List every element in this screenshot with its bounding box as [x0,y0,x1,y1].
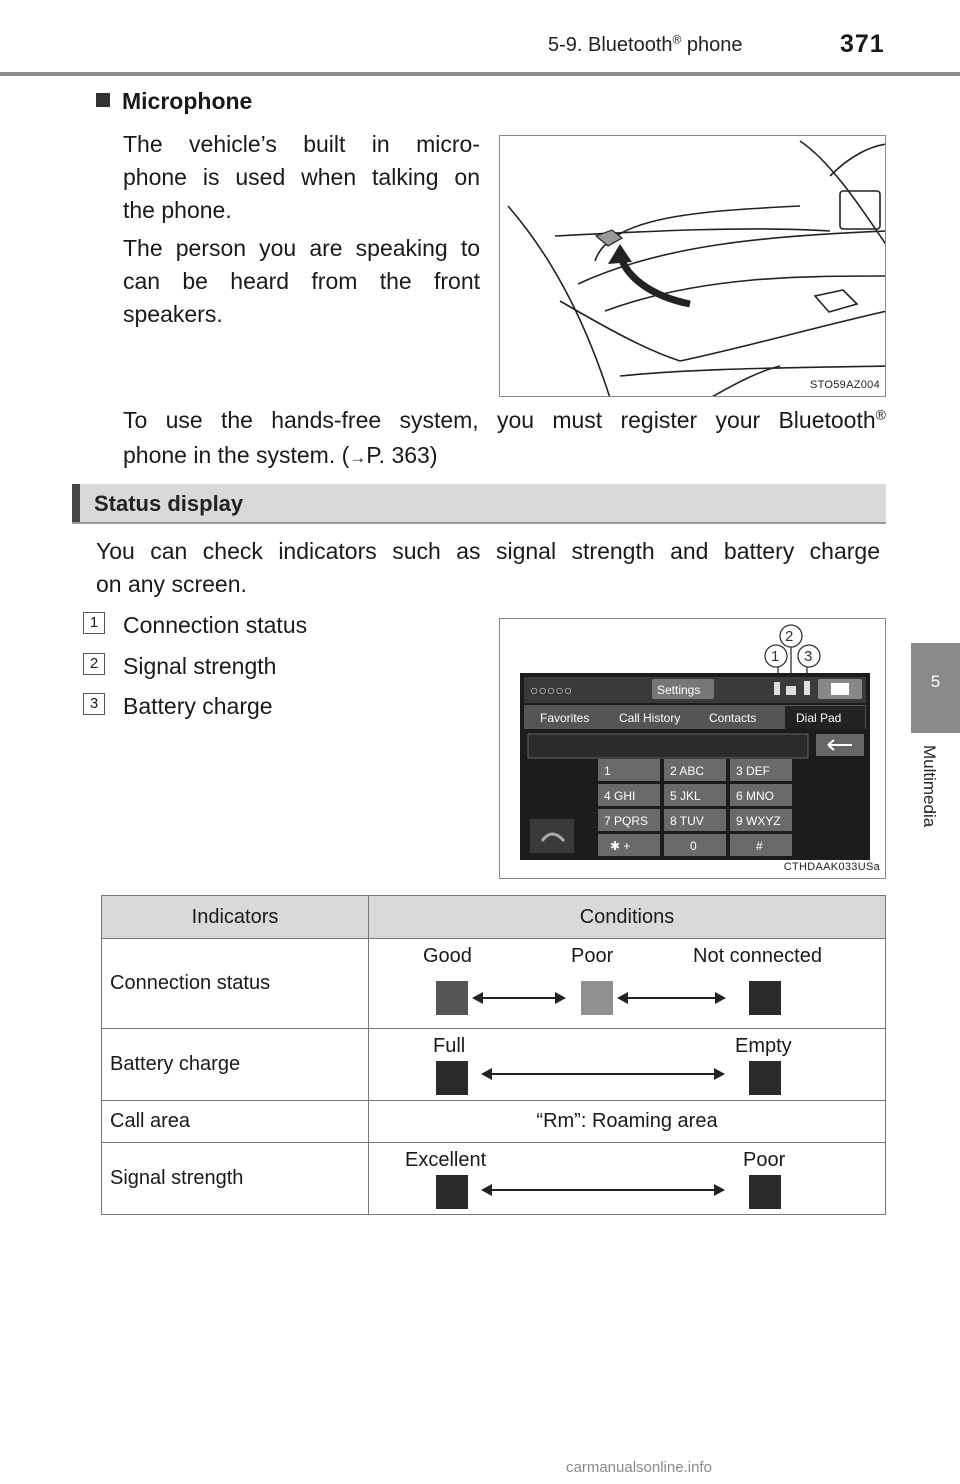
register-paragraph: To use the hands-free system, you must register your Bluetooth® phone in the system. (→P. 363) [123,406,886,468]
figure-caption: CTHDAAK033USa [783,861,880,873]
item-battery-charge: Battery charge [123,693,273,719]
double-arrow-icon [474,997,564,999]
screen-dots: ○○○○○ [530,682,573,698]
key-star: ✱ + [610,839,631,853]
row-label-connection-status: Connection status [102,939,369,1029]
section-marker [72,484,80,522]
key-4: 4 GHI [604,789,636,803]
header-indicators: Indicators [102,896,369,939]
header-rule [0,72,960,76]
key-8: 8 TUV [670,814,704,828]
signal-poor-icon [749,1175,781,1209]
table-header-row [102,896,886,939]
key-9: 9 WXYZ [736,814,781,828]
chapter-number: 5 [930,672,941,691]
indicator-table [101,895,886,1215]
battery-full-icon [436,1061,468,1095]
status-intro: You can check indicators such as signal strength and battery charge on any screen. [96,538,880,597]
figure-caption: STO59AZ004 [809,379,880,391]
double-arrow-icon [483,1073,723,1075]
battery-charge-conditions [369,1029,886,1101]
phone-not-connected-icon [749,981,781,1015]
key-1: 1 [604,764,611,778]
connection-status-conditions [369,939,886,1029]
callout-1: 1 [771,648,780,665]
table-row [102,1101,886,1143]
microphone-illustration [500,136,886,397]
double-arrow-icon [483,1189,723,1191]
key-3: 3 DEF [736,764,771,778]
row-label-call-area: Call area [102,1101,369,1143]
screen-tab-call-history: Call History [619,711,681,725]
signal-strength-conditions [369,1143,886,1215]
callout-2: 2 [785,628,794,645]
key-hash: # [756,839,763,853]
double-arrow-icon [619,997,724,999]
item-signal-strength: Signal strength [123,653,277,679]
status-display-section-header [72,484,886,524]
microphone-paragraph-1: The vehicle’s built in micro- phone is used when talking on the phone. [123,131,480,223]
microphone-figure [499,135,886,397]
state-not-connected: Not connected [693,945,822,967]
state-full: Full [433,1035,466,1057]
key-5: 5 JKL [670,789,701,803]
state-excellent: Excellent [405,1149,487,1171]
square-bullet-icon [96,93,110,107]
state-poor: Poor [571,945,614,967]
battery-empty-icon [749,1061,781,1095]
screen-tab-contacts: Contacts [709,711,757,725]
phone-screen-figure [499,618,886,879]
state-poor: Poor [743,1149,786,1171]
section-title: 5-9. Bluetooth® phone [548,32,743,56]
item-connection-status: Connection status [123,612,308,638]
item-number-badge: 3 [83,693,105,715]
table-row [102,1029,886,1101]
row-label-signal-strength: Signal strength [102,1143,369,1215]
section-title-status-display: Status display [94,491,244,516]
key-0: 0 [690,839,697,853]
table-row [102,1143,886,1215]
screen-tab-dial-pad: Dial Pad [796,711,842,725]
key-6: 6 MNO [736,789,775,803]
key-7: 7 PQRS [604,814,649,828]
page-reference-link[interactable]: P. 363) [366,442,438,468]
state-good: Good [423,945,472,967]
table-row [102,939,886,1029]
microphone-paragraph-2: The person you are speaking to can be heard from the front speakers. [123,235,480,327]
header-conditions: Conditions [369,896,886,939]
microphone-heading: Microphone [96,88,252,115]
item-number-badge: 1 [83,612,105,634]
chapter-label: Multimedia [920,745,939,828]
call-area-condition: “Rm”: Roaming area [369,1101,886,1143]
key-2: 2 ABC [670,764,705,778]
screen-settings-button: Settings [657,683,701,697]
phone-screen-illustration [500,619,886,879]
screen-tab-favorites: Favorites [540,711,590,725]
bluetooth-poor-icon [581,981,613,1015]
item-number-badge: 2 [83,653,105,675]
signal-excellent-icon [436,1175,468,1209]
watermark: carmanualsonline.info [566,1459,712,1476]
row-label-battery-charge: Battery charge [102,1029,369,1101]
page-number: 371 [840,30,885,58]
bluetooth-good-icon [436,981,468,1015]
callout-3: 3 [804,648,813,665]
state-empty: Empty [735,1035,792,1057]
page-reference-arrow-icon: → [349,448,367,467]
